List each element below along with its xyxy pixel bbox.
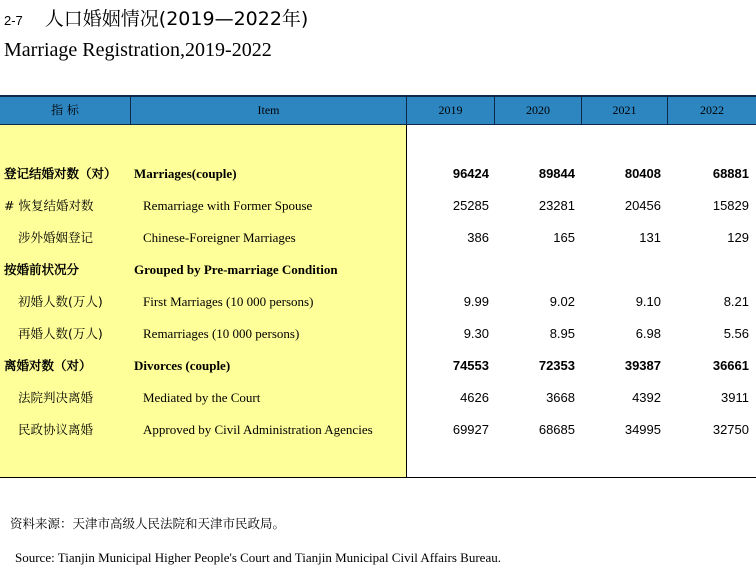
value-cell: 69927 (452, 422, 489, 437)
value-cell: 131 (639, 230, 661, 245)
header-year: 2020 (495, 97, 582, 124)
value-cell: 15829 (712, 198, 749, 213)
value-cell: 39387 (624, 358, 661, 373)
header-year: 2019 (407, 97, 495, 124)
table-row-first-marriages (0, 291, 756, 313)
value-cell: 3668 (546, 390, 575, 405)
row-label-cn: 离婚对数（对） (4, 358, 92, 373)
value-cell: 74553 (452, 358, 489, 373)
value-cell: 96424 (452, 166, 489, 181)
row-label-cn: # 恢复结婚对数 (4, 198, 94, 213)
row-label-en: Marriages(couple) (134, 166, 237, 181)
header-indicator: 指 标 (0, 97, 131, 124)
row-label-cn: 民政协议离婚 (18, 422, 94, 437)
value-cell: 34995 (624, 422, 661, 437)
marriage-table (0, 95, 756, 478)
value-cell: 9.99 (463, 294, 489, 309)
table-row-court-divorce (0, 387, 756, 409)
value-cell: 4626 (460, 390, 489, 405)
row-label-cn: 初婚人数(万人) (18, 294, 103, 309)
row-label-cn: 按婚前状况分 (4, 262, 80, 277)
table-row-premarriage-group (0, 259, 756, 281)
row-label-cn: 再婚人数(万人) (18, 326, 103, 341)
title-cn-text: 人口婚姻情况(2019—2022年) (44, 8, 309, 30)
value-cell: 129 (727, 230, 749, 245)
row-label-en: Divorces (couple) (134, 358, 231, 373)
row-label-en: Chinese-Foreigner Marriages (143, 230, 296, 245)
value-cell: 68685 (538, 422, 575, 437)
table-header (0, 95, 756, 125)
table-row-foreign-marriages (0, 227, 756, 249)
value-cell: 20456 (624, 198, 661, 213)
value-cell: 68881 (712, 166, 749, 181)
table-number: 2-7 (4, 13, 23, 28)
header-year: 2021 (582, 97, 668, 124)
header-item: Item (131, 97, 407, 124)
value-cell: 25285 (452, 198, 489, 213)
table-row-divorces (0, 355, 756, 377)
value-cell: 9.30 (463, 326, 489, 341)
table-row-remarriage-former (0, 195, 756, 217)
row-label-en: Mediated by the Court (143, 390, 261, 405)
row-label-en: First Marriages (10 000 persons) (143, 294, 314, 309)
table-row-marriages (0, 163, 756, 185)
value-cell: 36661 (712, 358, 749, 373)
row-label-cn: 法院判决离婚 (18, 390, 94, 405)
value-cell: 5.56 (723, 326, 749, 341)
value-cell: 32750 (712, 422, 749, 437)
value-cell: 6.98 (635, 326, 661, 341)
source-note-cn: 资料来源：天津市高级人民法院和天津市民政局。 (10, 516, 286, 531)
value-cell: 8.95 (549, 326, 575, 341)
row-label-cn: 涉外婚姻登记 (18, 230, 94, 245)
value-cell: 386 (467, 230, 489, 245)
row-label-en: Remarriages (10 000 persons) (143, 326, 300, 341)
page-title-en: Marriage Registration,2019-2022 (4, 39, 272, 61)
value-cell: 23281 (538, 198, 575, 213)
page-title-cn (4, 4, 308, 34)
table-row-remarriages (0, 323, 756, 345)
value-cell: 89844 (538, 166, 575, 181)
value-cell: 72353 (538, 358, 575, 373)
value-cell: 165 (553, 230, 575, 245)
row-label-en: Grouped by Pre-marriage Condition (134, 262, 338, 277)
row-label-en: Remarriage with Former Spouse (143, 198, 313, 213)
row-label-en: Approved by Civil Administration Agencies (143, 422, 373, 437)
value-cell: 9.02 (549, 294, 575, 309)
value-cell: 4392 (632, 390, 661, 405)
source-note-en: Source: Tianjin Municipal Higher People's Court and Tianjin Municipal Civil Affairs Bureau. (15, 550, 501, 565)
value-cell: 9.10 (635, 294, 661, 309)
table-bottom-rule (0, 477, 756, 478)
row-label-cn: 登记结婚对数（对） (4, 166, 117, 181)
value-cell: 3911 (721, 390, 749, 405)
table-row-civil-divorce (0, 419, 756, 441)
value-cell: 8.21 (723, 294, 749, 309)
header-year: 2022 (700, 103, 724, 117)
value-cell: 80408 (624, 166, 661, 181)
